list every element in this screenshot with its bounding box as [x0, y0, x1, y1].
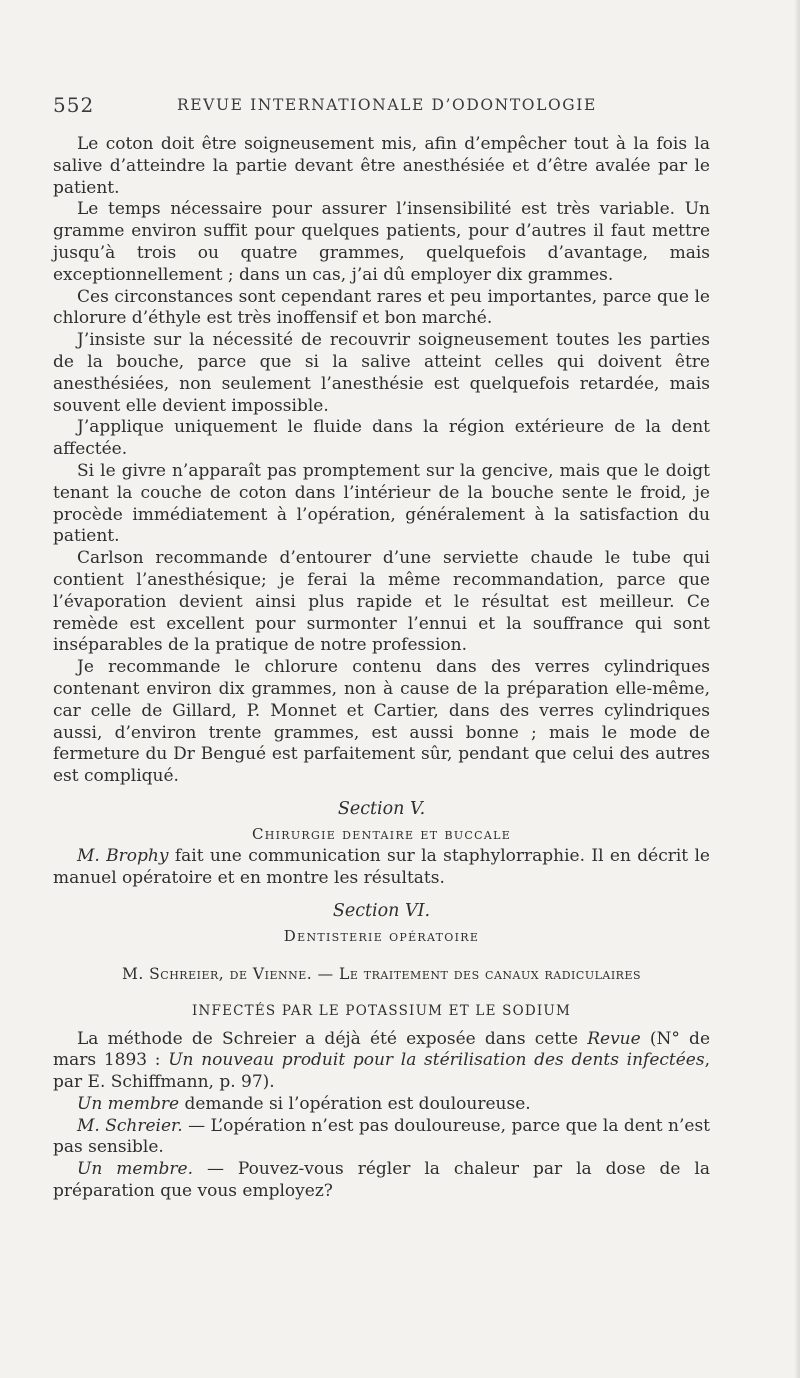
article-title: Un nouveau produit pour la stérilisation des dents infectées [168, 1050, 705, 1071]
section-6-title: Section VI. [332, 900, 431, 921]
speaker-name: M. Schreier. [77, 1115, 183, 1136]
paragraph: J’applique uniquement le fluide dans la région extérieure de la dent affectée. [53, 417, 710, 460]
section-5-paragraph [53, 846, 710, 890]
dialogue-line [53, 1159, 710, 1203]
speaker-name: M. Brophy [77, 845, 169, 866]
section-5-title: Section V. [337, 798, 426, 819]
text-run: (N° de mars 1893 : [53, 1028, 710, 1071]
speaker-name: Un membre [77, 1093, 180, 1114]
body-text [53, 134, 710, 1203]
dialogue-text: — L’opération n’est pas douloureuse, parce que la dent n’est pas sensible. [53, 1115, 710, 1158]
paragraph: Je recommande le chlorure contenu dans des verres cylindriques contenant environ dix grammes, non à cause de la préparation elle-même, car celle de Gillard, P. Monnet et Cartier, dans des verres cylindriques aussi, d’environ trente grammes, est aussi bonne ; mais le mode de fermeture du Dr Bengué est parfaitement sûr, pendant que celui des autres est compliqué. [53, 657, 710, 787]
journal-name: Revue [587, 1028, 641, 1049]
paragraph: Le temps nécessaire pour assurer l’insensibilité est très variable. Un gramme environ suffit pour quelques patients, pour d’autres il faut mettre jusqu’à trois ou quatre grammes, quelquefois d’avantage, mais exceptionnellement ; dans un cas, j’ai dû employer dix grammes. [53, 199, 710, 285]
section-6-subtitle: Dentisterie opératoire [283, 926, 480, 945]
section-5-text: fait une communication sur la staphylorraphie. Il en décrit le manuel opératoire et en montre les résultats. [53, 845, 710, 888]
text-run: La méthode de Schreier a déjà été exposée dans cette [77, 1028, 588, 1049]
paper-heading-line-1: M. Schreier, de Vienne. — Le traitement des canaux radiculaires [121, 965, 642, 983]
paragraph: Si le givre n’apparaît pas promptement sur la gencive, mais que le doigt tenant la couche de coton dans l’intérieur de la bouche sente le froid, je procède immédiatement à l’opération, généralement à la satisfaction du patient. [53, 460, 710, 547]
page-header [53, 93, 723, 119]
dialogue-line [53, 1094, 710, 1116]
paragraph: Le coton doit être soigneusement mis, afin d’empêcher tout à la fois la salive d’atteindre la partie devant être anesthésiée et d’être avalée par le patient. [53, 134, 710, 198]
section-6-paragraph [53, 1029, 710, 1094]
paper-heading-line-2: INFECTÉS PAR LE POTASSIUM ET LE SODIUM [191, 1002, 572, 1019]
dialogue-line [53, 1116, 710, 1160]
dialogue-text: demande si l’opération est douloureuse. [179, 1093, 531, 1114]
section-5-subtitle: Chirurgie dentaire et buccale [251, 824, 512, 843]
paragraph: Carlson recommande d’entourer d’une serviette chaude le tube qui contient l’anesthésique; je ferai la même recommandation, parce que l’évaporation devient ainsi plus rapide et le résultat est meilleur. Ce remède est excellent pour surmonter l’ennui et la souffrance qui sont inséparables de la pratique de notre profession. [53, 548, 710, 656]
page-number: 552 [53, 93, 95, 117]
dialogue-text: — Pouvez-vous régler la chaleur par la dose de la préparation que vous employez? [53, 1159, 710, 1202]
paragraph: J’insiste sur la nécessité de recouvrir soigneusement toutes les parties de la bouche, parce que si la salive atteint celles qui doivent être anesthésiées, non seulement l’anesthésie est quelquefois retardée, mais souvent elle devient impossible. [53, 330, 710, 416]
running-title: REVUE INTERNATIONALE D’ODONTOLOGIE [177, 96, 597, 114]
text-run: , par E. Schiffmann, p. 97). [53, 1050, 710, 1093]
paragraph: Ces circonstances sont cependant rares et peu importantes, parce que le chlorure d’éthyle est très inoffensif et bon marché. [53, 286, 710, 329]
speaker-name: Un membre. [77, 1159, 194, 1180]
page-edge-shadow [794, 0, 800, 1378]
